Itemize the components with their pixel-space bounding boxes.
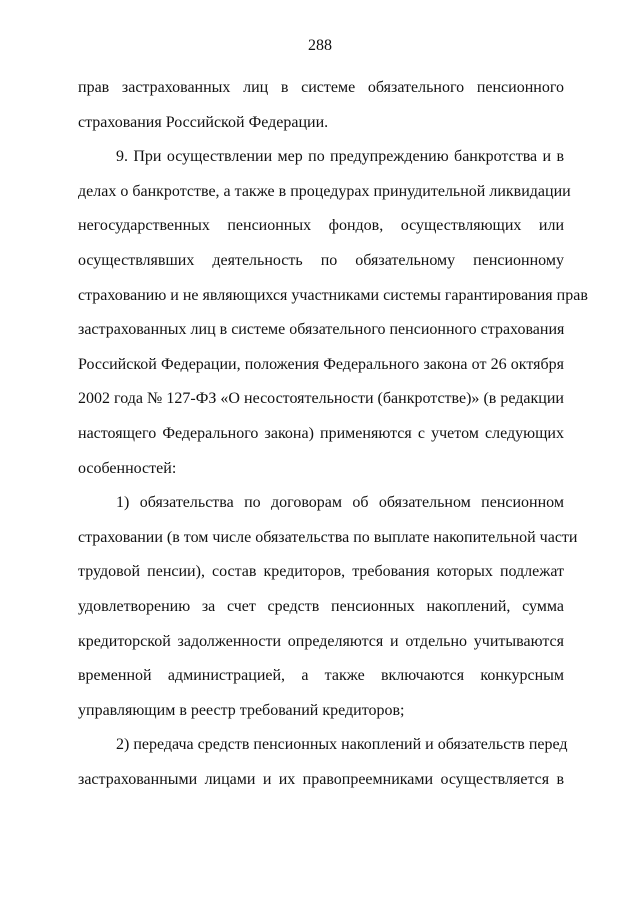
text-line: 9. При осуществлении мер по предупреждению банкротства и в [116,148,564,166]
text-line: страховании (в том числе обязательства по выплате накопительной части [78,528,578,546]
text-line: страхованию и не являющихся участниками системы гарантирования прав [78,286,588,304]
text-line: Российской Федерации, положения Федерального закона от 26 октября [78,355,564,373]
text-line: застрахованными лицами и их правопреемниками осуществляется в [78,770,564,788]
text-line: особенностей: [78,459,177,477]
text-line: делах о банкротстве, а также в процедурах принудительной ликвидации [78,182,571,200]
text-line: трудовой пенсии), состав кредиторов, требования которых подлежат [78,563,564,581]
text-line: негосударственных пенсионных фондов, осуществляющих или [78,217,564,235]
text-line: настоящего Федерального закона) применяются с учетом следующих [78,424,564,442]
text-line: 1) обязательства по договорам об обязательном пенсионном [116,494,564,512]
text-line: прав застрахованных лиц в системе обязательного пенсионного [78,79,564,96]
text-line: 2002 года № 127-ФЗ «О несостоятельности (банкротстве)» (в редакции [78,390,564,408]
document-body [78,71,588,797]
page-number: 288 [308,37,332,54]
text-line: страхования Российской Федерации. [78,113,329,131]
text-line: кредиторской задолженности определяются и отдельно учитываются [78,632,564,650]
text-line: удовлетворению за счет средств пенсионных накоплений, сумма [78,597,564,615]
text-line: управляющим в реестр требований кредиторов; [78,701,405,719]
text-line: осуществлявших деятельность по обязательному пенсионному [78,251,564,269]
text-line: временной администрацией, а также включаются конкурсным [78,667,564,685]
text-line: 2) передача средств пенсионных накоплений и обязательств перед [116,736,568,754]
text-line: застрахованных лиц в системе обязательного пенсионного страхования [78,321,565,339]
